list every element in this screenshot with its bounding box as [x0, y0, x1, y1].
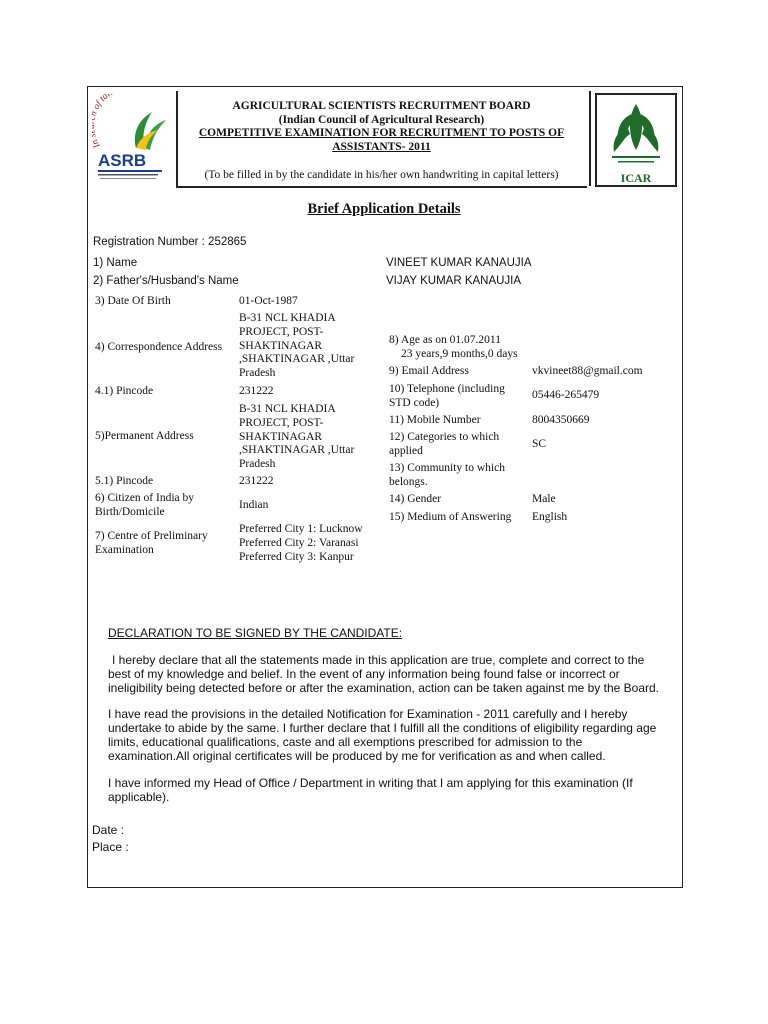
declaration-para-3: I have informed my Head of Office / Department in writing that I am applying for this examination (If applicable). — [108, 776, 633, 804]
mobile-value: 8004350669 — [532, 414, 590, 426]
age-label: 8) Age as on 01.07.2011 — [389, 334, 502, 346]
telephone-label: 10) Telephone (including STD code) — [389, 383, 505, 409]
date-label: Date : — [92, 823, 125, 837]
community-label: 13) Community to which belongs. — [389, 462, 505, 488]
name-label: 1) Name — [93, 257, 138, 269]
document-title: Brief Application Details — [307, 201, 461, 217]
pincode2-label: 5.1) Pincode — [95, 475, 154, 487]
place-label: Place : — [92, 840, 129, 854]
header-instruction: (To be filled in by the candidate in his/her own handwriting in capital letters) — [204, 169, 559, 181]
medium-value: English — [532, 511, 568, 523]
header-divider — [176, 186, 587, 188]
age-value: 23 years,9 months,0 days — [401, 348, 518, 360]
corr-address-label: 4) Correspondence Address — [95, 341, 223, 353]
exam-title-line1: COMPETITIVE EXAMINATION FOR RECRUITMENT TO POSTS OF — [198, 127, 565, 139]
declaration-heading: DECLARATION TO BE SIGNED BY THE CANDIDATE: — [108, 626, 403, 640]
mobile-label: 11) Mobile Number — [389, 414, 481, 426]
org-parent: (Indian Council of Agricultural Research) — [278, 114, 485, 126]
asrb-logo — [92, 94, 174, 186]
declaration-para-1: I hereby declare that all the statements made in this application are true, complete and correct to the best of my knowledge and belief. In the event of any information being found false or incorrect or ineligibility being detected before or after the examination, action can be taken against me by the Board. — [108, 653, 660, 695]
icar-logo — [592, 92, 680, 188]
exam-title-line2: ASSISTANTS- 2011 — [332, 141, 431, 153]
perm-address-label: 5)Permanent Address — [95, 430, 194, 442]
pincode2-value: 231222 — [239, 475, 274, 487]
citizen-value: Indian — [239, 499, 269, 511]
gender-value: Male — [532, 493, 556, 505]
centre-value: Preferred City 1: Lucknow Preferred City 2: Varanasi Preferred City 3: Kanpur — [239, 523, 363, 563]
icar-logo-graphic — [592, 92, 680, 188]
org-name: AGRICULTURAL SCIENTISTS RECRUITMENT BOARD — [232, 100, 531, 112]
email-label: 9) Email Address — [389, 365, 469, 377]
dob-value: 01-Oct-1987 — [239, 295, 298, 307]
father-name-value: VIJAY KUMAR KANAUJIA — [386, 275, 522, 287]
icar-logo-text: ICAR — [620, 171, 652, 185]
telephone-value: 05446-265479 — [532, 389, 600, 401]
declaration-para-2: I have read the provisions in the detailed Notification for Examination - 2011 carefully and I hereby undertake to abide by the same. I further declare that I fulfill all the conditions of eligibility regarding age limits, educational qualifications, caste and all exemptions prescribed for admission to the examination.All original certificates will be produced by me for verification as and when called. — [108, 707, 657, 763]
pincode1-label: 4.1) Pincode — [95, 385, 154, 397]
registration-number: Registration Number : 252865 — [93, 236, 247, 248]
citizen-label: 6) Citizen of India by Birth/Domicile — [95, 492, 195, 518]
category-value: SC — [532, 438, 547, 450]
father-name-label: 2) Father's/Husband's Name — [93, 275, 239, 287]
category-label: 12) Categories to which applied — [389, 431, 500, 457]
corr-address-value: B-31 NCL KHADIA PROJECT, POST- SHAKTINAGAR ,SHAKTINAGAR ,Uttar Pradesh — [239, 312, 355, 380]
email-value: vkvineet88@gmail.com — [532, 365, 643, 377]
asrb-logo-text: ASRB — [98, 151, 147, 170]
medium-label: 15) Medium of Answering — [389, 511, 512, 523]
perm-address-value: B-31 NCL KHADIA PROJECT, POST- SHAKTINAGAR ,SHAKTINAGAR ,Uttar Pradesh — [239, 403, 355, 471]
asrb-arc-text: I of tal — [92, 94, 113, 150]
centre-label: 7) Centre of Preliminary Examination — [95, 530, 208, 556]
dob-label: 3) Date Of Birth — [95, 295, 171, 307]
pincode1-value: 231222 — [239, 385, 274, 397]
gender-label: 14) Gender — [389, 493, 442, 505]
name-value: VINEET KUMAR KANAUJIA — [386, 257, 532, 269]
asrb-logo-graphic — [92, 94, 174, 186]
